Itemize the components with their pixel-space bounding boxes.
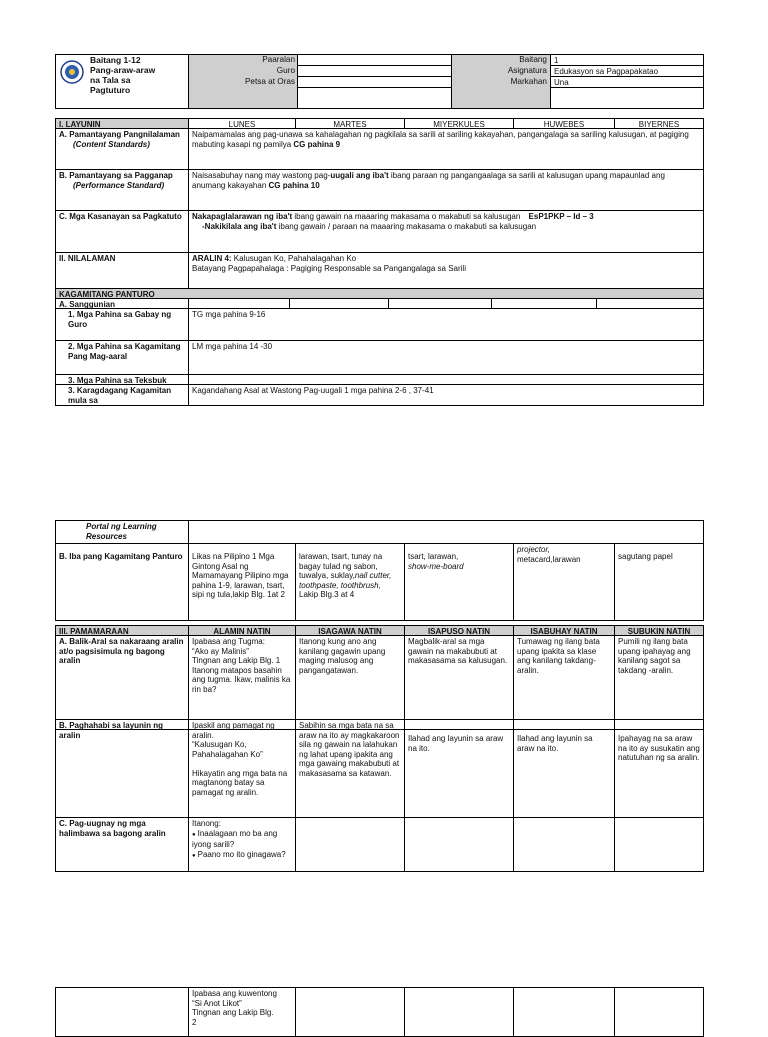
- teksbuk-label: 3. Mga Pahina sa Teksbuk: [55, 374, 189, 385]
- paghahabi-martes: Sabihin sa mga bata na sa araw na ito ay magkakaroon sila ng gawain na lalahukan ng lahat upang ipakita ang mga gawaing makabubuti at makasasama sa katawan.: [295, 719, 405, 818]
- performance-standard-title: B. Pamantayang sa Pagganap: [59, 171, 173, 180]
- kagamitang-mag-aaral-label: 2. Mga Pahina sa Kagamitang Pang Mag-aaral: [55, 340, 189, 375]
- deped-seal-icon: [60, 60, 84, 84]
- label-asignatura: Asignatura: [507, 66, 547, 75]
- pag-uugnay-lunes: [188, 817, 296, 872]
- iba-pang-biyernes: sagutang papel: [614, 543, 704, 621]
- iba-martes-end: Lakip Blg.3 at 4: [299, 590, 355, 599]
- pag-uugnay-martes: [295, 817, 405, 872]
- day-biyernes: BIYERNES: [614, 118, 704, 129]
- competencies-text: [188, 210, 704, 253]
- label-paaralan: Paaralan: [262, 55, 295, 64]
- balik-aral-huwebes: Tumawag ng ilang bata upang ipakita sa klase ang kanilang takdang-aralin.: [513, 635, 615, 730]
- portal-italic: Portal: [86, 522, 109, 531]
- kagamitang-mag-aaral-value: LM mga pahina 14 -30: [188, 340, 704, 375]
- content-standards-label: [55, 128, 189, 170]
- page3-biyernes: [614, 987, 704, 1037]
- page3-line-1: Ipabasa ang kuwentong: [192, 989, 277, 998]
- header-mid-empty: [297, 87, 452, 109]
- batayang-pagpapahalaga: Batayang Pagpapahalaga : Pagiging Responsable sa Pangangalaga sa Sarili: [192, 263, 466, 273]
- iba-miyerkules-text: tsart, larawan,: [408, 552, 459, 561]
- balik-aral-lunes-title: “Ako ay Malinis”: [192, 646, 249, 656]
- value-baitang: 1: [550, 54, 704, 66]
- iba-pang-label: B. Iba pang Kagamitang Panturo: [55, 543, 189, 621]
- portal-label: [55, 520, 189, 544]
- title-line-4: Pagtuturo: [90, 85, 131, 95]
- nilalaman-text: [188, 252, 704, 289]
- label-guro: Guro: [276, 66, 295, 75]
- competencies-bold: Nakapaglalarawan ng iba't: [192, 212, 293, 221]
- pag-uugnay-q1: Inaalagaan mo ba ang iyong sarili?: [192, 828, 278, 849]
- iba-huwebes-italic: projector,: [517, 545, 550, 554]
- paghahabi-lunes-title: “Kalusugan Ko, Pahahalagahan Ko”: [192, 740, 263, 759]
- balik-aral-biyernes: Pumili ng ilang bata upang ipahayag ang kanilang sagot sa takdang -aralin.: [614, 635, 704, 730]
- balik-aral-label: A. Balik-Aral sa nakaraang aralin at/o pagsisimula ng bagong aralin: [55, 635, 189, 730]
- iba-pang-lunes: Likas na Pilipino 1 Mga Gintong Asal ng Mamamayang Pilipino mga pahina 1-9, larawan, tsart, sipi ng tula,lakip Blg. 1at 2: [188, 543, 296, 621]
- title-line-2: Pang-araw-araw: [90, 65, 156, 75]
- value-markahan: Una: [550, 76, 704, 88]
- aralin-title: Kalusugan Ko, Pahahalagahan Ko: [231, 254, 357, 263]
- label-baitang: Baitang: [519, 55, 547, 64]
- paghahabi-huwebes: Ilahad ang layunin sa araw na ito.: [513, 719, 615, 818]
- performance-standard-text: [188, 169, 704, 211]
- content-standards-text: [188, 128, 704, 170]
- balik-aral-lunes-tanong: Itanong matapos basahin ang tugma. Ikaw, malinis ka rin ba?: [192, 665, 291, 694]
- performance-ref: CG pahina 10: [268, 180, 320, 190]
- page3-line-3: Tingnan ang Lakip Blg.: [192, 1008, 274, 1017]
- col-alamin: ALAMIN NATIN: [188, 625, 296, 636]
- day-lunes: LUNES: [188, 118, 296, 129]
- iba-pang-huwebes: [513, 543, 615, 621]
- day-martes: MARTES: [295, 118, 405, 129]
- balik-aral-miyerkules: Magbalik-aral sa mga gawain na makabubuti at makasasama sa kalusugan.: [404, 635, 514, 730]
- performance-text-2: ibang paraan ng pangangaalaga sa sarili at kalusugan upang mapaunlad ang anumang kakayahan: [192, 171, 665, 190]
- page3-miyerkules: [404, 987, 514, 1037]
- page3-line-2: “Si Anot Likot”: [192, 998, 242, 1008]
- performance-standard-label: [55, 169, 189, 211]
- page3-line-4: 2: [192, 1017, 197, 1027]
- page3-martes: [295, 987, 405, 1037]
- karagdagang-value: Kagandahang Asal at Wastong Pag-uugali 1 mga pahina 2-6 , 37-41: [188, 384, 704, 406]
- balik-aral-lunes-1: Ipabasa ang Tugma:: [192, 637, 265, 646]
- competencies-bold-2: -Nakikilala ang iba't: [202, 221, 277, 231]
- col-subukin: SUBUKIN NATIN: [614, 625, 704, 636]
- iba-huwebes-text: metacard,larawan: [517, 554, 581, 564]
- col-isagawa: ISAGAWA NATIN: [295, 625, 405, 636]
- paghahabi-biyernes: Ipahayag na sa araw na ito ay susukatin ang natutuhan ng sa aralin.: [614, 719, 704, 818]
- page3-huwebes: [513, 987, 615, 1037]
- competencies-text-1: ibang gawain na maaaring makasama o makabuti sa kalusugan: [292, 212, 521, 221]
- paghahabi-lunes-1: Ipaskil ang pamagat ng aralin.: [192, 721, 275, 740]
- col-isapuso: ISAPUSO NATIN: [404, 625, 514, 636]
- iba-martes-italic: nail cutter, toothpaste, toothbrush,: [299, 571, 392, 590]
- header-right-empty: [550, 87, 704, 109]
- col-isabuhay: ISABUHAY NATIN: [513, 625, 615, 636]
- performance-standard-en: (Performance Standard): [73, 180, 165, 190]
- kagamitan-header: KAGAMITANG PANTURO: [55, 288, 704, 299]
- paghahabi-lunes: [188, 719, 296, 818]
- competencies-text-2: ibang gawain / paraan na maaaring makasama o makabuti sa kalusugan: [276, 221, 537, 231]
- balik-aral-lunes-lakip: Tingnan ang Lakip Blg. 1: [192, 656, 281, 665]
- day-miyerkules: MIYERKULES: [404, 118, 514, 129]
- iba-miyerkules-italic: show-me-board: [408, 561, 464, 571]
- content-standards-title: A. Pamantayang Pangnilalaman: [59, 130, 180, 139]
- balik-aral-martes: Itanong kung ano ang kanilang gagawin upang maging malusog ang pangangatawan.: [295, 635, 405, 730]
- pag-uugnay-miyerkules: [404, 817, 514, 872]
- gabay-guro-value: TG mga pahina 9-16: [188, 308, 704, 341]
- karagdagang-label: 3. Karagdagang Kagamitan mula sa: [55, 384, 189, 406]
- title-line-3: na Tala sa: [90, 75, 131, 85]
- layunin-header: I. LAYUNIN: [55, 118, 189, 129]
- header-title: [90, 55, 188, 95]
- page3-label-cell: [55, 987, 189, 1037]
- pamamaraan-header: III. PAMAMARAAN: [55, 625, 189, 636]
- pag-uugnay-biyernes: [614, 817, 704, 872]
- content-standards-body: Naipamamalas ang pag-unawa sa kahalagahan ng pagkilala sa sarili at sariling kakayahan, pangangalaga sa sariling kalusugan, at pagiging mabuting kasapi ng pamilya: [192, 130, 689, 149]
- iba-pang-martes: [295, 543, 405, 621]
- portal-value: [188, 520, 704, 544]
- sanggunian-label: A. Sanggunian: [55, 298, 189, 309]
- pag-uugnay-huwebes: [513, 817, 615, 872]
- iba-martes-text: larawan, tsart, tunay na bagay tulad ng sabon, tuwalya, suklay,: [299, 552, 383, 580]
- competencies-code: EsP1PKP – Id – 3: [528, 212, 594, 221]
- content-standards-en: (Content Standards): [73, 139, 150, 149]
- paghahabi-lunes-rest: Hikayatin ang mga bata na magtanong batay sa pamagat ng aralin.: [192, 768, 288, 797]
- title-line-1: Baitang 1-12: [90, 55, 141, 65]
- iba-pang-miyerkules: [404, 543, 514, 621]
- nilalaman-label: II. NILALAMAN: [55, 252, 189, 289]
- balik-aral-lunes: [188, 635, 296, 730]
- value-asignatura: Edukasyon sa Pagpapakatao: [550, 65, 704, 77]
- pag-uugnay-label: C. Pag-uugnay ng mga halimbawa sa bagong aralin: [55, 817, 189, 872]
- performance-text-1: Naisasabuhay nang may wastong pag-: [192, 171, 331, 180]
- gabay-guro-label: 1. Mga Pahina sa Gabay ng Guro: [55, 308, 189, 341]
- pag-uugnay-q2: Paano mo ito ginagawa?: [197, 849, 286, 859]
- aralin-number: ARALIN 4:: [192, 254, 232, 263]
- competencies-label: C. Mga Kasanayan sa Pagkatuto: [55, 210, 189, 253]
- paghahabi-miyerkules: Ilahad ang layunin sa araw na ito.: [404, 719, 514, 818]
- portal-rest: ng Learning Resources: [86, 522, 157, 541]
- page3-lunes: [188, 987, 296, 1037]
- label-markahan: Markahan: [510, 77, 547, 86]
- label-petsa-oras: Petsa at Oras: [244, 77, 295, 86]
- paghahabi-label: B. Paghahabi sa layunin ng aralin: [55, 719, 189, 818]
- pag-uugnay-itanong: Itanong:: [192, 819, 221, 828]
- day-huwebes: HUWEBES: [513, 118, 615, 129]
- content-standards-ref: CG pahina 9: [293, 139, 341, 149]
- performance-text-bold: uugali ang iba't: [330, 171, 389, 180]
